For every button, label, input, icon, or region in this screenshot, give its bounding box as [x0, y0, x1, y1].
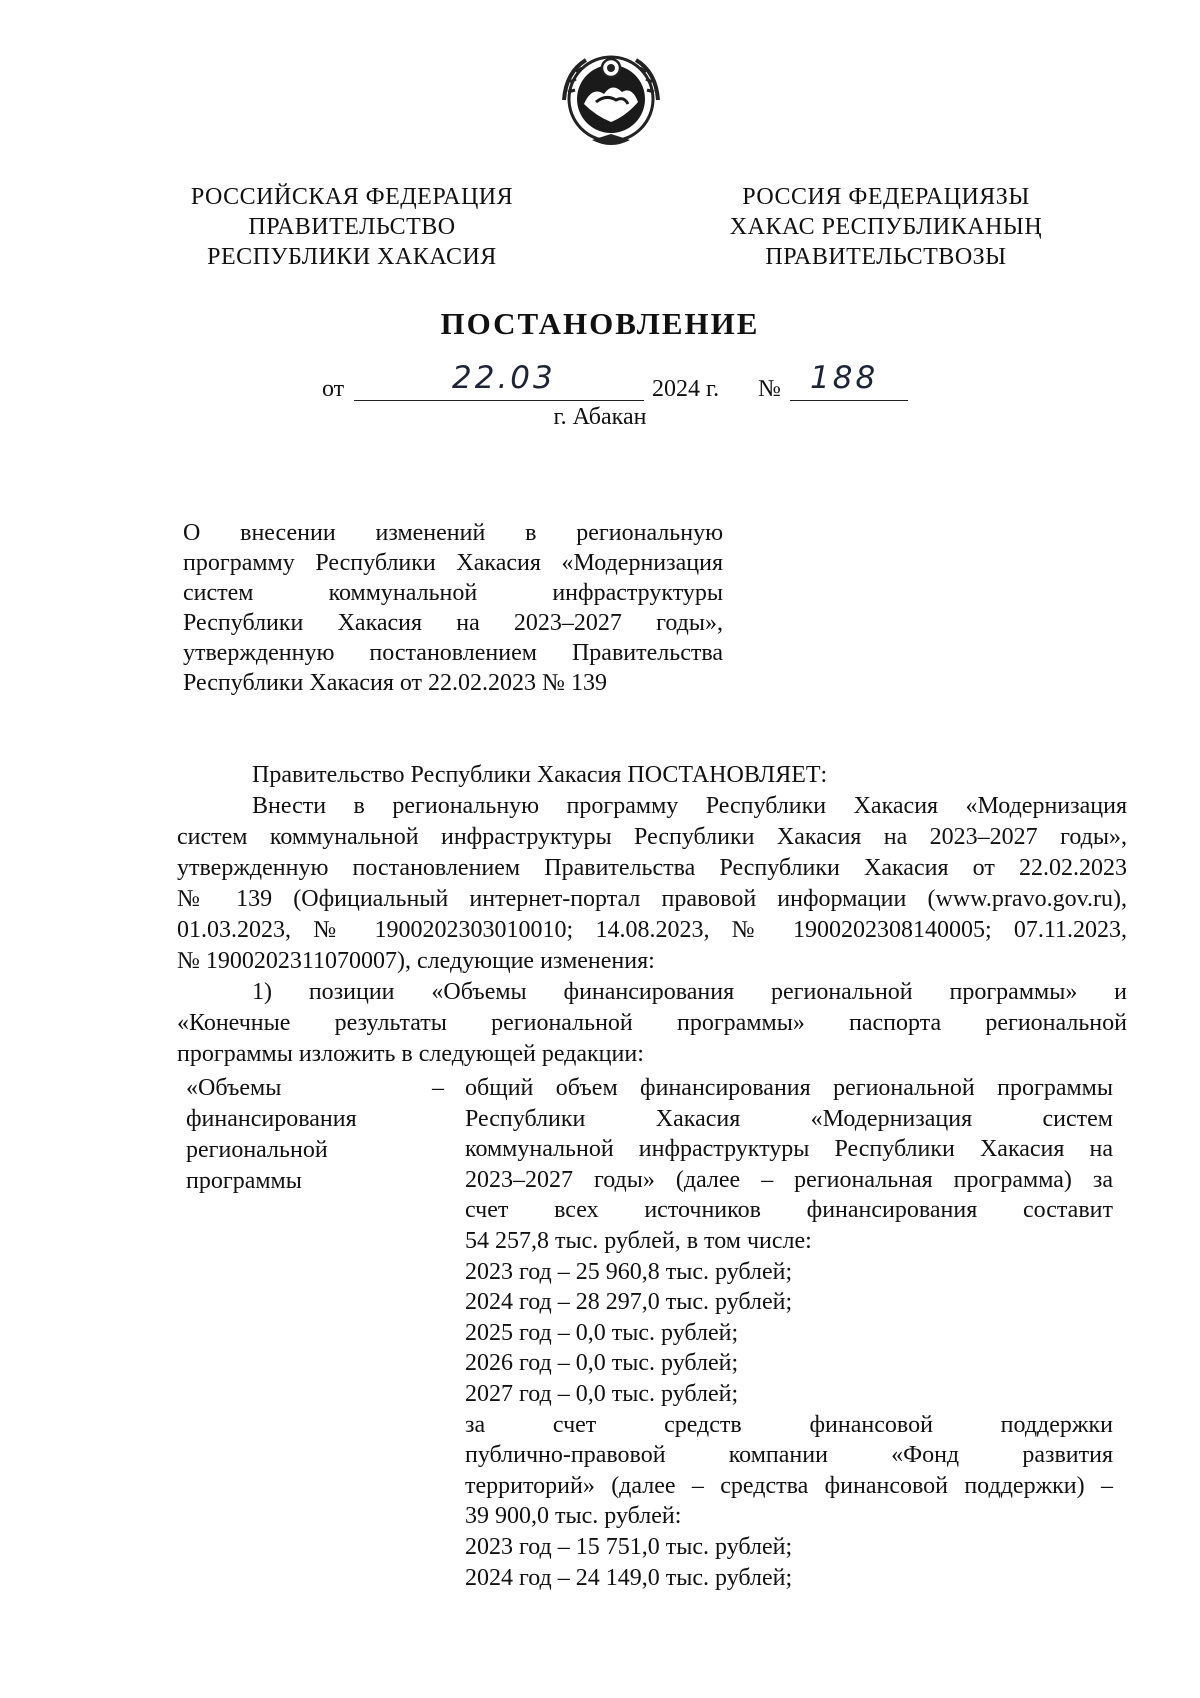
paragraph-line: № 139 (Официальный интернет-портал правовой информации (www.pravo.gov.ru),	[177, 886, 1127, 912]
passport-content-line: коммунальной инфраструктуры Республики Хакасия на	[465, 1136, 1113, 1163]
date-prefix-label: от	[322, 376, 345, 402]
header-right-line: РОССИЯ ФЕДЕРАЦИЯЗЫ	[742, 184, 1030, 210]
subject-line: программу Республики Хакасия «Модернизация	[183, 550, 723, 576]
item-line: «Конечные результаты региональной программы» паспорта региональной	[177, 1010, 1127, 1036]
paragraph-line: утвержденную постановлением Правительства Республики Хакасия от 22.02.2023	[177, 855, 1127, 881]
document-subject	[183, 518, 723, 698]
subject-line: О внесении изменений в региональную	[183, 520, 723, 546]
resolves-line: Правительство Республики Хакасия ПОСТАНОВЛЯЕТ:	[252, 762, 828, 788]
passport-content-line: 2023 год – 25 960,8 тыс. рублей;	[465, 1258, 793, 1285]
passport-label-line: программы	[186, 1168, 302, 1194]
passport-content-line: 2023–2027 годы» (далее – региональная программа) за	[465, 1166, 1113, 1193]
passport-content-line: Республики Хакасия «Модернизация систем	[465, 1105, 1113, 1132]
passport-content-line: публично-правовой компании «Фонд развития	[465, 1442, 1113, 1469]
item-line: программы изложить в следующей редакции:	[177, 1041, 644, 1067]
header-right-khakas	[706, 182, 1066, 272]
document-body	[177, 760, 1127, 1070]
number-field	[790, 360, 908, 401]
subject-line: Республики Хакасия от 22.02.2023 № 139	[183, 670, 607, 696]
city-name: г. Абакан	[553, 404, 647, 430]
header-right-line: ПРАВИТЕЛЬСТВОЗЫ	[765, 244, 1007, 270]
paragraph-line: Внести в региональную программу Республики Хакасия «Модернизация	[252, 793, 1127, 819]
passport-content-line: 54 257,8 тыс. рублей, в том числе:	[465, 1227, 812, 1254]
passport-label-line: региональной	[186, 1137, 328, 1163]
passport-content-line: 39 900,0 тыс. рублей:	[465, 1503, 682, 1530]
passport-content-line: 2024 год – 24 149,0 тыс. рублей;	[465, 1564, 793, 1591]
passport-content-line: 2025 год – 0,0 тыс. рублей;	[465, 1319, 739, 1346]
handwritten-number: 188	[810, 360, 879, 396]
passport-content-line: счет всех источников финансирования составит	[465, 1197, 1113, 1224]
passport-content-line: территорий» (далее – средства финансовой поддержки) –	[465, 1472, 1113, 1499]
passport-content-line: 2027 год – 0,0 тыс. рублей;	[465, 1380, 739, 1407]
date-number-row	[322, 360, 922, 406]
header-left-line: ПРАВИТЕЛЬСТВО	[248, 214, 456, 240]
header-left-line: РОССИЙСКАЯ ФЕДЕРАЦИЯ	[190, 184, 514, 210]
header-left-russian	[172, 182, 532, 272]
passport-label	[186, 1073, 416, 1197]
handwritten-date: 22.03	[452, 360, 556, 396]
passport-label-line: «Объемы	[186, 1075, 282, 1101]
passport-dash: –	[432, 1075, 444, 1101]
passport-content-line: 2026 год – 0,0 тыс. рублей;	[465, 1350, 739, 1377]
passport-content	[465, 1073, 1113, 1593]
subject-line: систем коммунальной инфраструктуры	[183, 580, 723, 606]
date-field	[354, 360, 644, 401]
paragraph-line: № 1900202311070007), следующие изменения:	[177, 948, 655, 974]
passport-label-line: финансирования	[186, 1106, 357, 1132]
header-left-line: РЕСПУБЛИКИ ХАКАСИЯ	[207, 244, 497, 270]
subject-line: Республики Хакасия на 2023–2027 годы»,	[183, 610, 723, 636]
coat-of-arms-emblem	[556, 42, 666, 152]
year-text: 2024 г.	[652, 376, 720, 402]
paragraph-line: систем коммунальной инфраструктуры Республики Хакасия на 2023–2027 годы»,	[177, 824, 1127, 850]
passport-content-line: за счет средств финансовой поддержки	[465, 1411, 1113, 1438]
document-title: ПОСТАНОВЛЕНИЕ	[440, 306, 760, 341]
number-label: №	[758, 376, 781, 402]
item-line: 1) позиции «Объемы финансирования региональной программы» и	[252, 979, 1127, 1005]
header-right-line: ХАКАС РЕСПУБЛИКАНЫҢ	[729, 214, 1043, 240]
paragraph-line: 01.03.2023, № 1900202303010010; 14.08.2023, № 1900202308140005; 07.11.2023,	[177, 917, 1127, 943]
subject-line: утвержденную постановлением Правительства	[183, 640, 723, 666]
passport-content-line: 2024 год – 28 297,0 тыс. рублей;	[465, 1289, 793, 1316]
passport-content-line: общий объем финансирования региональной программы	[465, 1075, 1113, 1101]
passport-content-line: 2023 год – 15 751,0 тыс. рублей;	[465, 1533, 793, 1560]
